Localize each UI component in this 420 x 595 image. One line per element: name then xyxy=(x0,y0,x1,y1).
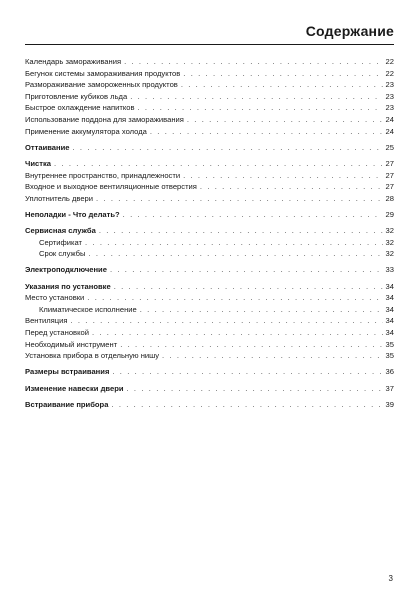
toc-entry[interactable] xyxy=(25,304,394,316)
toc-entry-page: 33 xyxy=(385,265,394,275)
toc-entry-label: Изменение навески двери xyxy=(25,383,124,393)
toc-entry[interactable] xyxy=(25,292,394,304)
dot-leader xyxy=(127,383,383,395)
toc-entry-page: 34 xyxy=(385,328,394,338)
toc-entry-page: 22 xyxy=(385,68,394,78)
toc-entry[interactable] xyxy=(25,142,394,154)
dot-leader xyxy=(130,91,382,103)
dot-leader xyxy=(120,339,382,351)
toc-entry[interactable] xyxy=(25,170,394,182)
toc-entry[interactable] xyxy=(25,237,394,249)
toc-entry[interactable] xyxy=(25,56,394,68)
toc-entry[interactable] xyxy=(25,383,394,395)
page-number: 3 xyxy=(388,574,393,583)
dot-leader xyxy=(87,292,382,304)
toc-entry-page: 24 xyxy=(385,114,394,124)
toc-entry-label: Неполадки - Что делать? xyxy=(25,209,120,219)
table-of-contents xyxy=(25,56,394,410)
toc-entry-page: 27 xyxy=(385,170,394,180)
toc-entry-page: 27 xyxy=(385,182,394,192)
toc-entry-label: Место установки xyxy=(25,293,85,303)
toc-entry-label: Необходимый инструмент xyxy=(25,339,118,349)
dot-leader xyxy=(124,56,382,68)
dot-leader xyxy=(73,142,383,154)
toc-entry-page: 23 xyxy=(385,80,394,90)
dot-leader xyxy=(110,264,383,276)
toc-entry-page: 34 xyxy=(385,293,394,303)
dot-leader xyxy=(85,237,383,249)
dot-leader xyxy=(183,68,382,80)
toc-entry[interactable] xyxy=(25,315,394,327)
toc-entry-page: 32 xyxy=(385,237,394,247)
toc-entry[interactable] xyxy=(25,327,394,339)
toc-entry-label: Перед установкой xyxy=(25,328,89,338)
toc-entry-page: 29 xyxy=(385,209,394,219)
dot-leader xyxy=(96,193,383,205)
toc-entry[interactable] xyxy=(25,264,394,276)
dot-leader xyxy=(123,209,383,221)
toc-entry-label: Размеры встраивания xyxy=(25,367,110,377)
toc-entry-label: Электроподключение xyxy=(25,265,107,275)
dot-leader xyxy=(162,350,383,362)
toc-entry-label: Уплотнитель двери xyxy=(25,193,94,203)
dot-leader xyxy=(140,304,383,316)
dot-leader xyxy=(183,170,382,182)
toc-entry-label: Приготовление кубиков льда xyxy=(25,91,128,101)
page-header xyxy=(25,22,394,45)
toc-entry-page: 23 xyxy=(385,103,394,113)
toc-entry[interactable] xyxy=(25,102,394,114)
toc-entry-page: 27 xyxy=(385,158,394,168)
toc-entry-label: Сертификат xyxy=(39,237,82,247)
toc-entry[interactable] xyxy=(25,366,394,378)
toc-entry[interactable] xyxy=(25,225,394,237)
page-title: Содержание xyxy=(305,23,394,39)
toc-entry-label: Применение аккумулятора холода xyxy=(25,126,147,136)
dot-leader xyxy=(138,102,383,114)
dot-leader xyxy=(150,126,383,138)
toc-entry[interactable] xyxy=(25,68,394,80)
dot-leader xyxy=(114,281,383,293)
toc-entry-label: Вентиляция xyxy=(25,316,68,326)
toc-entry-label: Оттаивание xyxy=(25,142,70,152)
toc-entry-label: Срок службы xyxy=(39,249,86,259)
dot-leader xyxy=(111,399,382,411)
toc-entry-label: Внутреннее пространство, принадлежности xyxy=(25,170,181,180)
toc-entry-page: 39 xyxy=(385,399,394,409)
toc-entry-page: 35 xyxy=(385,339,394,349)
toc-entry-label: Быстрое охлаждение напитков xyxy=(25,103,135,113)
toc-entry-label: Календарь замораживания xyxy=(25,57,122,66)
toc-entry-page: 28 xyxy=(385,193,394,203)
toc-entry[interactable] xyxy=(25,350,394,362)
toc-entry-page: 32 xyxy=(385,226,394,236)
toc-entry[interactable] xyxy=(25,114,394,126)
toc-entry-page: 35 xyxy=(385,351,394,361)
toc-entry-label: Размораживание замороженных продуктов xyxy=(25,80,178,90)
dot-leader xyxy=(181,79,383,91)
toc-entry-page: 25 xyxy=(385,142,394,152)
toc-entry[interactable] xyxy=(25,158,394,170)
toc-entry-label: Климатическое исполнение xyxy=(39,304,137,314)
toc-entry-page: 23 xyxy=(385,91,394,101)
toc-entry-label: Встраивание прибора xyxy=(25,399,109,409)
toc-entry[interactable] xyxy=(25,399,394,411)
toc-entry[interactable] xyxy=(25,181,394,193)
toc-entry-page: 34 xyxy=(385,316,394,326)
dot-leader xyxy=(88,248,382,260)
toc-entry[interactable] xyxy=(25,209,394,221)
dot-leader xyxy=(99,225,383,237)
toc-entry-page: 22 xyxy=(385,57,394,66)
toc-entry[interactable] xyxy=(25,79,394,91)
toc-entry-label: Сервисная служба xyxy=(25,226,96,236)
toc-entry[interactable] xyxy=(25,248,394,260)
toc-entry-page: 37 xyxy=(385,383,394,393)
toc-entry[interactable] xyxy=(25,91,394,103)
toc-entry-page: 36 xyxy=(385,367,394,377)
dot-leader xyxy=(187,114,383,126)
dot-leader xyxy=(200,181,383,193)
dot-leader xyxy=(112,366,382,378)
toc-entry-page: 34 xyxy=(385,281,394,291)
toc-entry-label: Использование поддона для замораживания xyxy=(25,114,184,124)
toc-entry-label: Установка прибора в отдельную нишу xyxy=(25,351,160,361)
dot-leader xyxy=(70,315,382,327)
toc-entry[interactable] xyxy=(25,339,394,351)
toc-entry-label: Указания по установке xyxy=(25,281,111,291)
toc-entry-page: 24 xyxy=(385,126,394,136)
toc-entry[interactable] xyxy=(25,193,394,205)
toc-entry-label: Входное и выходное вентиляционные отверстия xyxy=(25,182,197,192)
toc-entry-page: 34 xyxy=(385,304,394,314)
toc-entry-page: 32 xyxy=(385,249,394,259)
toc-entry[interactable] xyxy=(25,126,394,138)
toc-entry-label: Чистка xyxy=(25,158,51,168)
dot-leader xyxy=(54,158,383,170)
dot-leader xyxy=(92,327,383,339)
toc-entry-label: Бегунок системы замораживания продуктов xyxy=(25,68,181,78)
toc-entry[interactable] xyxy=(25,281,394,293)
